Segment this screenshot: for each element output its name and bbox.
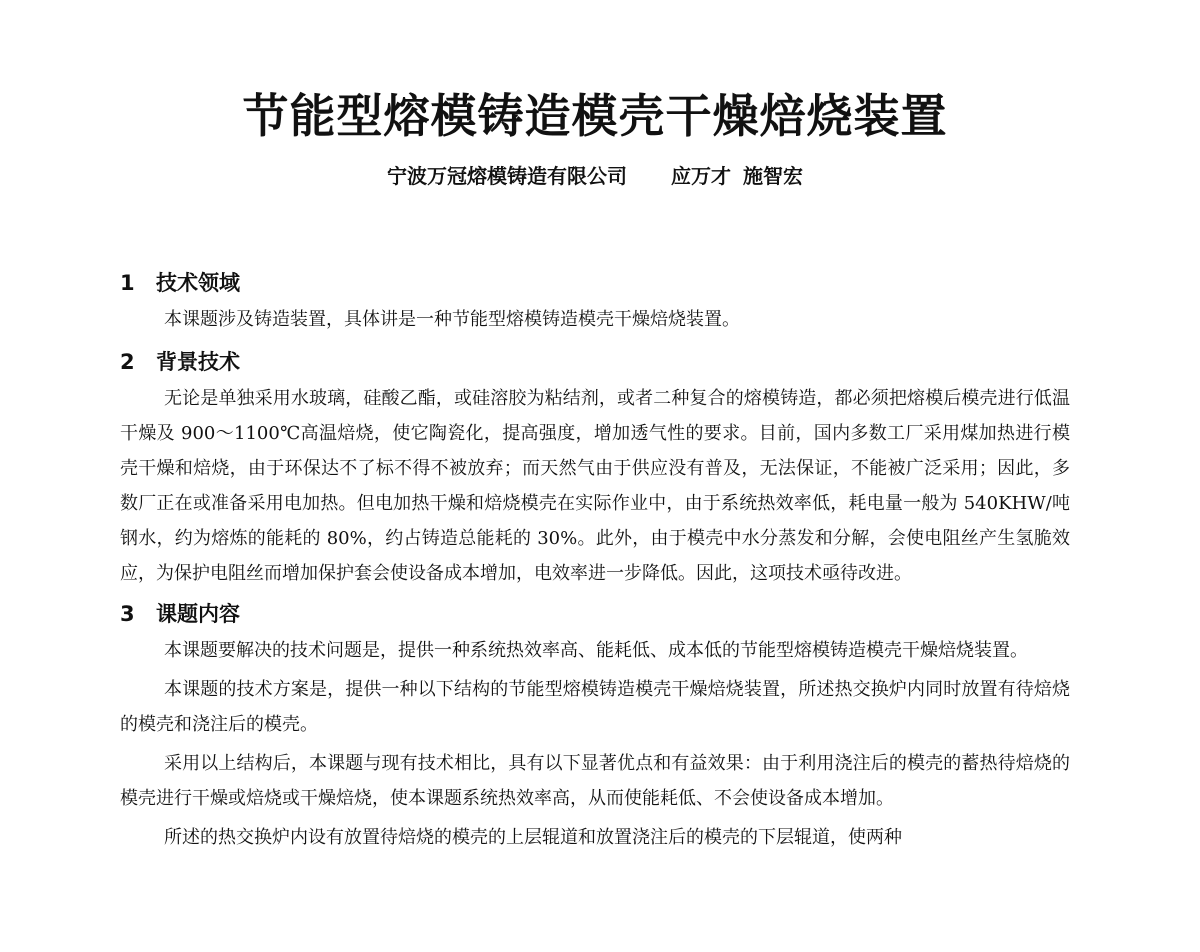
byline xyxy=(0,160,1190,192)
section-content xyxy=(120,595,1070,855)
paragraph: 本课题的技术方案是，提供一种以下结构的节能型熔模铸造模壳干燥焙烧装置，所述热交换炉内同时放置有待焙烧的模壳和浇注后的模壳。 xyxy=(120,679,1070,735)
paragraph: 本课题涉及铸造装置，具体讲是一种节能型熔模铸造模壳干燥焙烧装置。 xyxy=(164,309,740,330)
section-title: 背景技术 xyxy=(156,350,240,374)
section-number: 3 xyxy=(120,602,135,626)
paper-body xyxy=(120,264,1070,859)
section-heading xyxy=(120,343,1070,381)
section-number: 1 xyxy=(120,271,135,295)
author-name: 应万才 xyxy=(671,164,731,188)
section-title: 技术领域 xyxy=(156,271,240,295)
section-heading xyxy=(120,595,1070,633)
section-technical-field xyxy=(120,264,1070,337)
author-name: 施智宏 xyxy=(743,164,803,188)
paragraph: 本课题要解决的技术问题是，提供一种系统热效率高、能耗低、成本低的节能型熔模铸造模壳干燥焙烧装置。 xyxy=(164,640,1028,661)
paragraph: 所述的热交换炉内设有放置待焙烧的模壳的上层辊道和放置浇注后的模壳的下层辊道，使两种 xyxy=(164,827,902,848)
affiliation: 宁波万冠熔模铸造有限公司 xyxy=(387,164,627,188)
section-number: 2 xyxy=(120,350,135,374)
section-background xyxy=(120,343,1070,591)
paragraph: 采用以上结构后，本课题与现有技术相比，具有以下显著优点和有益效果：由于利用浇注后的模壳的蓄热待焙烧的模壳进行干燥或焙烧或干燥焙烧，使本课题系统热效率高，从而使能耗低、不会使设备成本增加。 xyxy=(120,753,1070,809)
section-heading xyxy=(120,264,1070,302)
paper-title: 节能型熔模铸造模壳干燥焙烧装置 xyxy=(242,89,948,143)
paragraph: 无论是单独采用水玻璃，硅酸乙酯，或硅溶胶为粘结剂，或者二种复合的熔模铸造，都必须把熔模后模壳进行低温干燥及 900～1100℃高温焙烧，使它陶瓷化，提高强度，增加透气性的要求。目前，国内多数工厂采用煤加热进行模壳干燥和焙烧，由于环保达不了标不得不被放弃；而天然气由于供应没有普及，无法保证，不能被广泛采用；因此，多数厂正在或准备采用电加热。但电加热干燥和焙烧模壳在实际作业中，由于系统热效率低，耗电量一般为 540KHW/吨钢水，约为熔炼的能耗的 80%，约占铸造总能耗的 30%。此外，由于模壳中水分蒸发和分解，会使电阻丝产生氢脆效应，为保护电阻丝而增加保护套会使设备成本增加，电效率进一步降低。因此，这项技术亟待改进。 xyxy=(120,388,1070,584)
section-title: 课题内容 xyxy=(156,602,240,626)
